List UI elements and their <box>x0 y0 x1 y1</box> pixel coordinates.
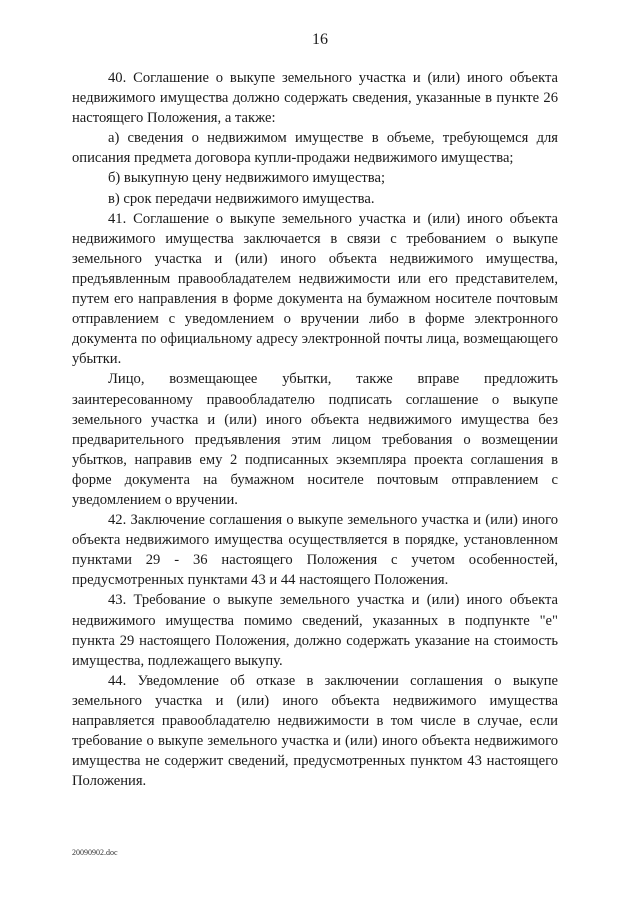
document-file-code: 20090902.doc <box>72 848 118 857</box>
paragraph-42: 42. Заключение соглашения о выкупе земельного участка и (или) иного объекта недвижимого имущества осуществляется в порядке, установленном пунктами 29 - 36 настоящего Положения с учетом особенностей, предусмотренных пунктами 43 и 44 настоящего Положения. <box>72 512 558 589</box>
document-body <box>72 68 558 791</box>
paragraph-41-continued: Лицо, возмещающее убытки, также вправе предложить заинтересованному правообладателю подписать соглашение о выкупе земельного участка и (или) иного объекта недвижимого имущества без предварительного предъявления этим лицом требования о возмещении убытков, направив ему 2 подписанных экземпляра проекта соглашения в форме документа на бумажном носителе почтовым отправлением с уведомлением о вручении. <box>72 371 558 508</box>
paragraph-40-a: а) сведения о недвижимом имуществе в объеме, требующемся для описания предмета договора купли-продажи недвижимого имущества; <box>72 130 558 167</box>
paragraph-40-b: б) выкупную цену недвижимого имущества; <box>108 170 386 187</box>
paragraph-40-v: в) срок передачи недвижимого имущества. <box>108 190 375 207</box>
paragraph-40: 40. Соглашение о выкупе земельного участка и (или) иного объекта недвижимого имущества должно содержать сведения, указанные в пункте 26 настоящего Положения, а также: <box>72 70 558 127</box>
paragraph-43: 43. Требование о выкупе земельного участка и (или) иного объекта недвижимого имущества помимо сведений, указанных в подпункте "е" пункта 29 настоящего Положения, должно содержать указание на стоимость имущества, подлежащего выкупу. <box>72 592 558 669</box>
paragraph-44: 44. Уведомление об отказе в заключении соглашения о выкупе земельного участка и (или) иного объекта недвижимого имущества направляется правообладателю недвижимости в том числе в случае, если требование о выкупе земельного участка и (или) иного объекта недвижимого имущества не содержит сведений, предусмотренных пунктом 43 настоящего Положения. <box>72 672 558 790</box>
paragraph-41: 41. Соглашение о выкупе земельного участка и (или) иного объекта недвижимого имущества заключается в связи с требованием о выкупе земельного участка и (или) иного объекта недвижимого имущества, предъявленным правообладателем недвижимости или его представителем, путем его направления в форме документа на бумажном носителе почтовым отправлением с уведомлением о вручении либо в форме электронного документа по официальному адресу электронной почты лица, возмещающего убытки. <box>72 210 558 368</box>
page-number: 16 <box>312 31 328 48</box>
